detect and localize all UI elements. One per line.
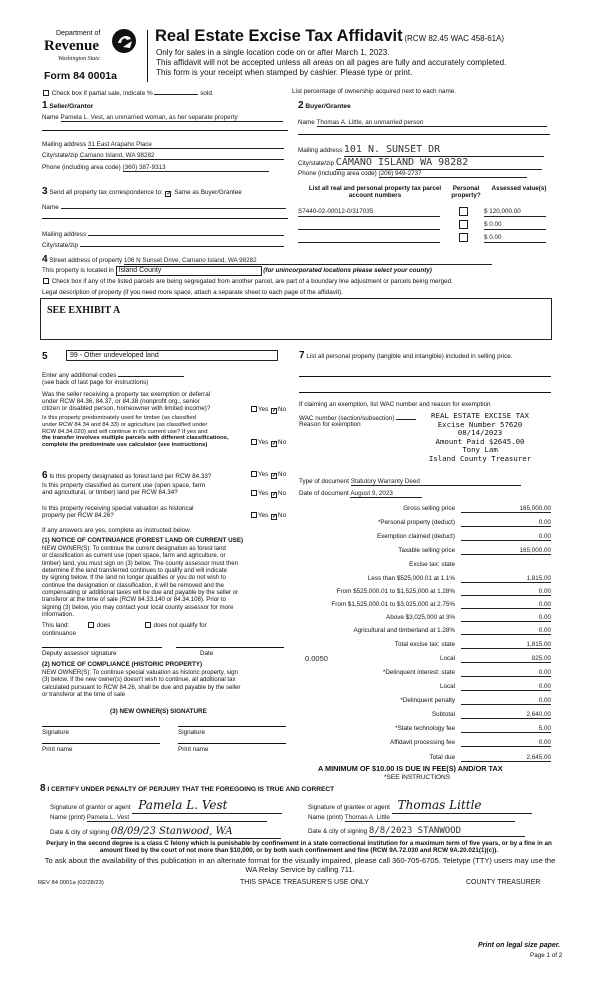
list-percentage: List percentage of ownership acquired next to each name. [292, 88, 457, 95]
timber-q-line5: complete the predominate use calculator (see instructions) [42, 442, 208, 449]
doc-type[interactable]: Statutory Warranty Deed [351, 478, 521, 486]
section3-name-row [42, 202, 286, 211]
tax-label: Exemption claimed (deduct) [376, 533, 455, 540]
notice1-line9: signing (3) below, you may contact your local county assessor for more [42, 603, 234, 611]
section7-line-1 [299, 376, 551, 377]
owner-print-label-2: Print name [178, 746, 209, 753]
tax-label: *Delinquent penalty [400, 697, 455, 704]
legal-size-note: Print on legal size paper. [478, 942, 561, 949]
section3-mailing[interactable] [88, 229, 284, 236]
see-back: (see back of last page for instructions) [42, 379, 149, 386]
notice1-line5: by signing below. If the land no longer qualifies or you do not wish to [42, 574, 226, 582]
section3-mailing-row [42, 229, 284, 238]
dor-logo [40, 28, 140, 72]
historic-q-line2: property per RCW 84.26? [42, 512, 114, 520]
exemption-question [42, 391, 252, 413]
street-address-row [42, 254, 492, 266]
historic-yes-label: Yes [258, 512, 269, 519]
forest-yes-checkbox[interactable] [251, 471, 257, 477]
segregated-row [42, 278, 453, 285]
stamp-line2: Excise Number 57620 [437, 419, 523, 429]
partial-sale-checkbox[interactable] [43, 90, 49, 96]
parcel-value-1[interactable]: $ 120,000.00 [484, 208, 546, 217]
deputy-date-label: Date [200, 650, 214, 657]
forest-yes-label: Yes [258, 471, 269, 478]
notice1-line10: information. [42, 610, 74, 618]
forest-no-checkbox[interactable]: ✓ [272, 473, 278, 479]
tax-value[interactable]: 0.00 [461, 614, 551, 622]
buyer-name-row [298, 119, 547, 127]
tax-value[interactable]: 2,640.00 [461, 711, 551, 719]
grantee-sig-label: Signature of grantee or agent [308, 804, 390, 811]
grantee-sig-row [308, 799, 532, 814]
land-use-select[interactable]: 99 - Other undeveloped land [66, 350, 278, 361]
timber-question [42, 415, 257, 449]
this-land-label: This land: [42, 622, 70, 629]
continuance-label: continuance [42, 630, 76, 637]
historic-yes-no [250, 512, 286, 520]
legal-description: SEE EXHIBIT A [47, 305, 121, 316]
owner-sig-line-2 [178, 726, 286, 727]
section3-name-line2 [42, 218, 288, 219]
form-number: Form 84 0001a [44, 70, 117, 82]
parcel-number-3[interactable] [298, 234, 440, 243]
tax-value[interactable]: 2,645.00 [461, 754, 551, 762]
current-use-no-checkbox[interactable]: ✓ [272, 492, 278, 498]
seller-mailing-label: Mailing address [42, 141, 87, 148]
owner-sig-label-1: Signature [42, 729, 69, 736]
buyer-heading-text: Buyer/Grantee [305, 103, 351, 110]
grantee-date-row [308, 826, 525, 837]
tax-label: Gross selling price [403, 505, 455, 512]
parcels-head-assessed: Assessed value(s) [491, 185, 547, 192]
grantor-date[interactable]: 08/09/23 Stanwood, WA [111, 826, 281, 839]
historic-question [42, 505, 252, 519]
tax-label: Subtotal [431, 711, 455, 718]
dept-line: Department of [56, 30, 101, 37]
header-line-1: Only for sales in a single location code on or after March 1, 2023. [156, 48, 390, 57]
forest-q: Is this property designated as forest land per RCW 84.33? [49, 473, 212, 480]
page-number: Page 1 of 2 [530, 952, 563, 959]
grantor-sig-label: Signature of grantor or agent [50, 804, 131, 811]
exemption-no-label: No [278, 406, 287, 413]
tax-label: *Delinquent interest: state [382, 669, 455, 676]
buyer-name-label: Name [298, 119, 315, 126]
section3-name[interactable] [61, 202, 286, 209]
section3-no: 3 [42, 186, 48, 197]
washington-state: Washington State [58, 56, 100, 62]
local-rate[interactable]: 0.0050 [305, 654, 328, 663]
wac-label: WAC number (section/subsection) [299, 415, 395, 422]
owner-print-line-2 [178, 743, 286, 744]
current-use-yes-checkbox[interactable] [251, 490, 257, 496]
header-line-3 [156, 68, 412, 77]
tax-label: *State technology fee [395, 725, 455, 732]
notice-compliance [42, 669, 292, 698]
parcel-value-3[interactable]: $ 0.00 [484, 234, 546, 243]
exemption-yes-label: Yes [258, 406, 269, 413]
legal-description-box[interactable] [40, 298, 552, 340]
grantee-name-label: Name (print) [308, 814, 343, 821]
notice-continuance [42, 545, 292, 618]
notice-compliance-head: (2) NOTICE OF COMPLIANCE (HISTORIC PROPERTY) [42, 661, 203, 668]
notice1-line4: determine if the land transferred continues to qualify and will indicate [42, 566, 227, 574]
tax-label: Less than $525,000.01 at 1.1% [367, 575, 455, 582]
section3-city-label: City/state/zip [42, 242, 79, 249]
current-use-q-line1: Is this property classified as current use (open space, farm [42, 482, 206, 489]
stamp-line3: 08/14/2023 [457, 428, 503, 438]
section3-text: Send all property tax correspondence to: [49, 189, 163, 196]
buyer-no: 2 [298, 100, 304, 111]
notice-continuance-head: (1) NOTICE OF CONTINUANCE (FOREST LAND OR CURRENT USE) [42, 537, 244, 544]
seller-name[interactable]: Pamela L. Vest, an unmarried woman, as her separate property [61, 114, 283, 122]
grantee-name-row [308, 814, 515, 822]
parcel-value-2[interactable]: $ 0.00 [484, 221, 546, 230]
parcel-personal-checkbox-3[interactable] [459, 233, 468, 242]
located-in-label: This property is located in [42, 267, 114, 274]
new-owner-sig-head: (3) NEW OWNER(S) SIGNATURE [110, 708, 207, 715]
parcel-number-2[interactable] [298, 221, 440, 230]
same-as-buyer-label: Same as Buyer/Grantee [174, 189, 242, 196]
timber-no-checkbox[interactable]: ✓ [272, 441, 278, 447]
buyer-city[interactable]: CAMANO ISLAND WA 98282 [336, 157, 542, 170]
doc-date-row [299, 490, 422, 498]
grantor-date-row [50, 826, 281, 839]
notice1-line3: timber) land, you must sign on (3) below. The county assessor must then [42, 559, 238, 567]
doc-date-label: Date of document [299, 490, 349, 497]
notice2-line1: NEW OWNER(S): To continue special valuation as historic property, sign [42, 669, 238, 676]
section7 [299, 350, 551, 362]
seller-heading-text: Seller/Grantor [49, 103, 94, 110]
tax-value[interactable]: 0.00 [461, 683, 551, 691]
form-title-line [155, 27, 504, 46]
this-land-row [42, 622, 207, 629]
same-as-buyer-checkbox[interactable]: ✓ [166, 191, 172, 197]
claim-exemption: If claiming an exemption, list WAC number and reason for exemption [299, 401, 491, 408]
tax-label: Total due [429, 754, 455, 761]
historic-no-label: No [278, 512, 287, 519]
notice2-line4: or transferor at the time of sale [42, 690, 125, 698]
grantor-sig-row [50, 799, 282, 814]
notice2-line2: (3) below. If the new owner(s) doesn't wish to continue, all additional tax [42, 676, 236, 684]
notice1-line2: or classification as current use (open space, farm and agriculture, or [42, 552, 226, 560]
current-use-no-label: No [278, 490, 287, 497]
county-note: (for unincorporated locations please select your county) [263, 267, 432, 274]
timber-q-line3: RCW 84.34.020) and will continue in it's current use? If yes and [42, 428, 208, 435]
exemption-no-checkbox[interactable]: ✓ [272, 408, 278, 414]
grantor-signature[interactable]: Pamela L. Vest [132, 799, 282, 814]
see-instructions: *SEE INSTRUCTIONS [384, 774, 451, 781]
does-not-label: does not qualify for [153, 622, 207, 629]
seller-phone-label: Phone (including area code) [42, 164, 121, 171]
certify-text: I CERTIFY UNDER PENALTY OF PERJURY THAT THE FOREGOING IS TRUE AND CORRECT [47, 786, 335, 793]
grantee-name[interactable]: Thomas A. Little [345, 814, 515, 822]
tax-label: From $525,000.01 to $1,525,000 at 1.28% [336, 588, 455, 595]
grantor-name-label: Name (print) [50, 814, 85, 821]
does-not-checkbox[interactable] [145, 622, 151, 628]
seller-phone[interactable]: (360) 387-9313 [123, 164, 269, 172]
tax-label: From $1,525,000.01 to $3,025,000 at 2.75% [331, 601, 455, 608]
stamp-line5: Tony Lam [462, 445, 498, 455]
doc-type-label: Type of document [299, 478, 350, 485]
tax-label: Agricultural and timberland at 1.28% [353, 627, 455, 634]
tax-value[interactable]: 165,000.00 [461, 547, 551, 555]
doc-date[interactable]: August 9, 2023 [350, 490, 422, 498]
section3-city-row [42, 240, 284, 249]
current-use-question [42, 482, 252, 496]
notice1-line1: NEW OWNER(S): To continue the current designation as forest land [42, 545, 226, 552]
buyer-phone[interactable]: (206) 949-2737 [379, 170, 527, 178]
stamp-line6: Island County Treasurer [428, 453, 532, 463]
exemption-q-line3: citizen or disabled person, homeowner with limited income)? [42, 405, 211, 413]
tax-table [299, 503, 551, 773]
tax-label: *Personal property (deduct) [377, 519, 455, 526]
current-use-q-line2: and agricultural, or timber) land per RCW 84.34? [42, 489, 178, 497]
located-in-row [42, 266, 432, 276]
notice2-line3: calculated pursuant to RCW 84.26, shall be due and payable by the seller [42, 683, 241, 691]
exemption-yes-checkbox[interactable] [251, 406, 257, 412]
seller-mailing[interactable]: 31 East Arapaho Place [88, 141, 284, 149]
grantee-signature[interactable]: Thomas Little [392, 799, 532, 814]
grantor-name[interactable]: Pamela L. Vest [87, 814, 267, 822]
exemption-q-line2: under RCW 84.36, 84.37, or 84.38 (nonprofit org., senior [42, 398, 200, 406]
section3-name-label: Name [42, 204, 59, 211]
seller-heading [42, 100, 93, 112]
section4-no: 4 [42, 254, 48, 265]
tax-value[interactable]: 825.00 [461, 655, 551, 663]
form-title: Real Estate Excise Tax Affidavit [155, 27, 403, 45]
timber-yes-checkbox[interactable] [251, 439, 257, 445]
owner-sig-line-1 [42, 726, 160, 727]
answers-yes-note: If any answers are yes, complete as instructed below. [42, 527, 192, 534]
section7-no: 7 [299, 350, 305, 361]
minimum-due: A MINIMUM OF $10.00 IS DUE IN FEE(S) AND/OR TAX [318, 764, 503, 773]
form-revision: REV 84 0001a (02/28/23) [38, 880, 104, 886]
parcel-personal-checkbox-1[interactable] [459, 207, 468, 216]
section8-no: 8 [40, 783, 46, 794]
revenue-wordmark: Revenue [44, 38, 99, 54]
seller-name-label: Name [42, 114, 59, 121]
exemption-q-line1: Was the seller receiving a property tax exemption or deferral [42, 391, 211, 398]
deputy-date-line [176, 647, 284, 648]
section3-heading [42, 186, 242, 198]
grantee-date[interactable]: 8/8/2023 STANWOOD [369, 826, 525, 837]
stamp-line4: Amount Paid $2645.00 [435, 436, 525, 446]
timber-yes-label: Yes [258, 439, 269, 446]
timber-q-line4: the transfer involves multiple parcels with different classifications, [42, 435, 229, 442]
seller-city-label: City/state/zip [42, 152, 79, 159]
section3-mailing-label: Mailing address [42, 231, 87, 238]
seller-no: 1 [42, 100, 48, 111]
additional-codes-row [42, 370, 184, 379]
treasurer-stamp [405, 412, 555, 463]
historic-yes-checkbox[interactable] [251, 512, 257, 518]
section7-line-2 [299, 392, 551, 393]
forest-no-label: No [278, 471, 287, 478]
segregated-label: Check box if any of the listed parcels are being segregated from another parcel, are part of a boundary line adjustment or parcels being merged. [51, 278, 453, 285]
historic-q-line1: Is this property receiving special valuation as historical [42, 505, 194, 512]
additional-codes[interactable] [118, 370, 184, 377]
parcels-head-numbers: List all real and personal property tax parcel account numbers [308, 185, 442, 200]
owner-sig-label-2: Signature [178, 729, 205, 736]
tax-label: Excise tax: state [409, 561, 455, 568]
legal-desc-label: Legal description of property (if you need more space, attach a separate sheet to each page of the affidavit). [42, 289, 343, 296]
header-line-3-text: This form is your receipt when stamped by cashier. Please type or print. [156, 68, 413, 77]
tax-value[interactable]: 165,000.00 [461, 505, 551, 513]
buyer-phone-label: Phone (including area code) [298, 170, 377, 177]
tax-value[interactable]: 1,815.00 [461, 641, 551, 649]
seller-mailing-row [42, 141, 284, 149]
tax-value[interactable]: 0.00 [461, 669, 551, 677]
revenue-logo-icon [111, 28, 137, 54]
tax-label: Affidavit processing fee [390, 739, 455, 746]
buyer-phone-row [298, 170, 527, 178]
alternate-format: To ask about the availability of this publication in an alternate format for the visually impaired, please call 360-705-6705. Teletype (TTY) users may use the WA Relay Service by calling 711. [44, 856, 556, 874]
tax-value[interactable]: 0.00 [461, 519, 551, 527]
tax-label: Local [439, 655, 455, 662]
notice1-line6: continue the designation or classification, it will be removed and the [42, 581, 224, 589]
forest-yes-no [250, 471, 286, 479]
tax-value[interactable]: 0.00 [461, 739, 551, 747]
tax-value[interactable]: 0.00 [461, 601, 551, 609]
forest-question [42, 470, 211, 482]
street-address-label: Street address of property [49, 257, 123, 264]
tax-label: Local [439, 683, 455, 690]
current-use-yes-label: Yes [258, 490, 269, 497]
grantor-date-label: Date & city of signing [50, 829, 110, 836]
tax-value[interactable]: 0.00 [461, 697, 551, 705]
tax-value[interactable]: 0.00 [461, 588, 551, 596]
form-rcw: (RCW 82.45 WAC 458-61A) [404, 34, 505, 43]
segregated-checkbox[interactable] [43, 278, 49, 284]
buyer-mailing-row [298, 144, 544, 157]
section5-no: 5 [42, 351, 48, 362]
tax-label: Taxable selling price [398, 547, 455, 554]
buyer-name-line2 [298, 134, 550, 135]
buyer-name[interactable]: Thomas A. Little, an unmarried person [317, 119, 547, 127]
seller-city[interactable]: Camano Island, WA 98282 [80, 152, 284, 160]
current-use-yes-no [250, 490, 286, 498]
reason-label: Reason for exemption [299, 421, 361, 428]
grantee-date-label: Date & city of signing [308, 828, 368, 835]
timber-q-line1: Is this property predominately used for timber (as classified [42, 415, 196, 421]
timber-yes-no [250, 439, 286, 447]
tax-value[interactable]: 0.00 [461, 533, 551, 541]
header-divider [147, 30, 148, 82]
parcel-personal-checkbox-2[interactable] [459, 220, 468, 229]
buyer-mailing-label: Mailing address [298, 147, 343, 154]
owner-print-line-1 [42, 743, 160, 744]
buyer-heading [298, 100, 351, 112]
partial-sale-percent[interactable] [154, 88, 198, 95]
partial-sale-label: Check box if partial sale, indicate % [51, 90, 153, 97]
seller-name-line2 [42, 130, 288, 131]
tax-value[interactable]: 0.00 [461, 627, 551, 635]
additional-codes-label: Enter any additional codes [42, 372, 117, 379]
exemption-yes-no [250, 406, 286, 414]
treasurer-use-only: THIS SPACE TREASURER'S USE ONLY [240, 879, 369, 886]
deputy-sig-line [42, 647, 162, 648]
tax-label: Total excise tax: state [394, 641, 455, 648]
tax-value[interactable]: 5.00 [461, 725, 551, 733]
perjury-notice: Perjury in the second degree is a class C felony which is punishable by confinement in a state correctional institution for a maximum term of five years, or by a fine in an amount fixed by the court of not more than $10,000, or by both such confinement and fine (RCW 9A.72.030 and RCW 9A.20.021(1)(c)). [46, 840, 552, 855]
section5-row [42, 351, 48, 363]
timber-q-line2: under RCW 84.34 and 84.33) or agriculture (as classified under [42, 421, 208, 428]
parcels-head-personal: Personal property? [451, 185, 481, 200]
seller-city-row [42, 152, 284, 160]
buyer-city-label: City/state/zip [298, 160, 335, 167]
timber-no-label: No [278, 439, 287, 446]
section6-no: 6 [42, 470, 48, 481]
buyer-city-row [298, 157, 542, 170]
tax-label: Above $3,025,000 at 3% [386, 614, 455, 621]
header-line-2: This affidavit will not be accepted unless all areas on all pages are fully and accurately completed. [156, 58, 507, 67]
doc-type-row [299, 478, 521, 486]
certify-row [40, 783, 334, 795]
section7-text: List all personal property (tangible and intangible) included in selling price. [306, 353, 513, 360]
county-treasurer: COUNTY TREASURER [466, 879, 541, 886]
tax-value[interactable]: 1,815.00 [461, 575, 551, 583]
stamp-line1: REAL ESTATE EXCISE TAX [431, 411, 529, 420]
county-select[interactable]: Island County [116, 266, 262, 276]
notice1-line7: compensating or additional taxes will be due and payable by the seller or [42, 588, 239, 596]
partial-sold: sold. [200, 90, 214, 97]
grantor-name-row [50, 814, 267, 822]
buyer-mailing[interactable]: 101 N. SUNSET DR [344, 144, 544, 157]
seller-name-row [42, 114, 288, 122]
section3-city[interactable] [80, 240, 284, 247]
partial-sale-row [42, 88, 214, 97]
seller-phone-row [42, 164, 269, 172]
does-label: does [96, 622, 111, 629]
deputy-sig-label: Deputy assessor signature [42, 650, 117, 657]
parcel-number-1[interactable]: S7440-02-00012-0/317035 [298, 208, 440, 217]
historic-no-checkbox[interactable]: ✓ [272, 514, 278, 520]
notice1-line8: transferor at the time of sale (RCW 84.33.140 or 84.34.108). Prior to [42, 596, 226, 604]
does-checkbox[interactable] [88, 622, 94, 628]
owner-print-label-1: Print name [42, 746, 73, 753]
street-address[interactable]: 106 N Sunset Drive, Camano Island, WA 98282 [124, 257, 492, 265]
